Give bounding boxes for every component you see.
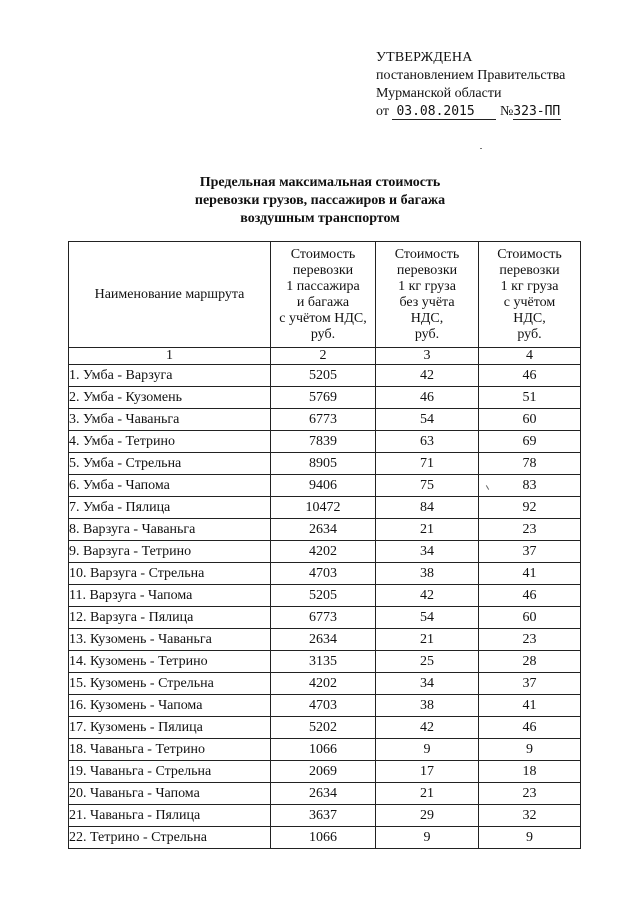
cargo-cost-with-vat-cell: 41 [479, 695, 581, 717]
cargo-cost-no-vat-cell: 9 [376, 739, 479, 761]
cargo-cost-no-vat-cell: 29 [376, 805, 479, 827]
cargo-cost-no-vat-cell: 46 [376, 387, 479, 409]
passenger-cost-cell: 5205 [271, 585, 376, 607]
table-row [69, 497, 581, 519]
header-line: руб. [414, 326, 440, 342]
route-name-cell: 19. Чаваньга - Стрельна [69, 761, 271, 783]
header-line: 1 кг груза [500, 278, 559, 294]
table-row [69, 717, 581, 739]
route-name-cell: 2. Умба - Кузомень [69, 387, 271, 409]
cargo-cost-with-vat-cell: 46 [479, 365, 581, 387]
cargo-cost-no-vat-cell: 21 [376, 519, 479, 541]
header-line: Стоимость [290, 246, 356, 262]
header-line: с учётом [503, 294, 556, 310]
cargo-cost-no-vat-cell: 71 [376, 453, 479, 475]
table-row [69, 827, 581, 849]
cargo-cost-no-vat-cell: 17 [376, 761, 479, 783]
passenger-cost-cell: 9406 [271, 475, 376, 497]
route-name-cell: 6. Умба - Чапома [69, 475, 271, 497]
cargo-cost-with-vat-cell: 18 [479, 761, 581, 783]
route-name-cell: 18. Чаваньга - Тетрино [69, 739, 271, 761]
route-name-cell: 10. Варзуга - Стрельна [69, 563, 271, 585]
passenger-cost-cell: 10472 [271, 497, 376, 519]
table-row [69, 607, 581, 629]
approval-date-line [376, 103, 565, 121]
passenger-cost-cell: 2069 [271, 761, 376, 783]
table-row [69, 519, 581, 541]
passenger-cost-cell: 1066 [271, 739, 376, 761]
route-name-cell: 20. Чаваньга - Чапома [69, 783, 271, 805]
route-name-cell: 7. Умба - Пялица [69, 497, 271, 519]
number-prefix: № [499, 104, 514, 119]
passenger-cost-cell: 4202 [271, 673, 376, 695]
table-row [69, 805, 581, 827]
cargo-cost-with-vat-cell: 37 [479, 673, 581, 695]
cargo-cost-with-vat-cell: 51 [479, 387, 581, 409]
header-line: НДС, [410, 310, 444, 326]
cargo-cost-no-vat-cell: 21 [376, 783, 479, 805]
cargo-cost-with-vat-cell: 23 [479, 519, 581, 541]
route-name-cell: 14. Кузомень - Тетрино [69, 651, 271, 673]
cargo-cost-no-vat-cell: 42 [376, 365, 479, 387]
table-row [69, 629, 581, 651]
passenger-cost-cell: 2634 [271, 519, 376, 541]
cargo-cost-no-vat-cell: 84 [376, 497, 479, 519]
cargo-cost-with-vat-cell: 23 [479, 783, 581, 805]
header-line: НДС, [513, 310, 546, 326]
column-number: 2 [271, 348, 376, 365]
cargo-cost-with-vat-cell: 69 [479, 431, 581, 453]
passenger-cost-cell: 2634 [271, 629, 376, 651]
approval-line-2: постановлением Правительства [376, 68, 566, 83]
document-title-line-1: Предельная максимальная стоимость [199, 175, 441, 190]
passenger-cost-cell: 5205 [271, 365, 376, 387]
number-value: 323-ПП [513, 104, 561, 119]
cargo-cost-with-vat-cell: 83 [479, 475, 581, 497]
cargo-cost-no-vat-cell: 75 [376, 475, 479, 497]
route-name-cell: 22. Тетрино - Стрельна [69, 827, 271, 849]
cargo-cost-no-vat-cell: 9 [376, 827, 479, 849]
header-cargo-cost-with-vat [479, 242, 581, 348]
cargo-cost-no-vat-cell: 38 [376, 695, 479, 717]
cargo-cost-no-vat-cell: 38 [376, 563, 479, 585]
cargo-cost-no-vat-cell: 54 [376, 409, 479, 431]
header-line: 1 кг груза [398, 278, 456, 294]
table-row [69, 431, 581, 453]
cargo-cost-with-vat-cell: 41 [479, 563, 581, 585]
table-row [69, 541, 581, 563]
route-name-cell: 21. Чаваньга - Пялица [69, 805, 271, 827]
cargo-cost-with-vat-cell: 92 [479, 497, 581, 519]
cargo-cost-with-vat-cell: 28 [479, 651, 581, 673]
passenger-cost-cell: 1066 [271, 827, 376, 849]
cargo-cost-no-vat-cell: 34 [376, 541, 479, 563]
table-row [69, 761, 581, 783]
table-row [69, 453, 581, 475]
table-row [69, 695, 581, 717]
cargo-cost-no-vat-cell: 42 [376, 585, 479, 607]
cargo-cost-no-vat-cell: 25 [376, 651, 479, 673]
cargo-cost-with-vat-cell: 9 [479, 827, 581, 849]
route-name-cell: 11. Варзуга - Чапома [69, 585, 271, 607]
passenger-cost-cell: 5202 [271, 717, 376, 739]
cargo-cost-no-vat-cell: 21 [376, 629, 479, 651]
route-name-cell: 1. Умба - Варзуга [69, 365, 271, 387]
cargo-cost-with-vat-cell: 23 [479, 629, 581, 651]
passenger-cost-cell: 6773 [271, 607, 376, 629]
route-name-cell: 15. Кузомень - Стрельна [69, 673, 271, 695]
route-name-cell: 13. Кузомень - Чаваньга [69, 629, 271, 651]
price-table [68, 241, 581, 849]
document-title-line-3: воздушным транспортом [240, 211, 400, 226]
header-line: Стоимость [394, 246, 460, 262]
table-row [69, 585, 581, 607]
cargo-cost-with-vat-cell: 60 [479, 409, 581, 431]
passenger-cost-cell: 3135 [271, 651, 376, 673]
table-row [69, 563, 581, 585]
route-name-cell: 3. Умба - Чаваньга [69, 409, 271, 431]
table-row [69, 651, 581, 673]
passenger-cost-cell: 5769 [271, 387, 376, 409]
passenger-cost-cell: 2634 [271, 783, 376, 805]
cargo-cost-no-vat-cell: 54 [376, 607, 479, 629]
table-row [69, 365, 581, 387]
cargo-cost-with-vat-cell: 60 [479, 607, 581, 629]
header-cargo-cost-no-vat [376, 242, 479, 348]
approval-title: УТВЕРЖДЕНА [376, 50, 473, 65]
header-line: перевозки [292, 262, 354, 278]
date-prefix: от [376, 104, 389, 119]
route-name-cell: 16. Кузомень - Чапома [69, 695, 271, 717]
route-name-cell: 4. Умба - Тетрино [69, 431, 271, 453]
cargo-cost-no-vat-cell: 42 [376, 717, 479, 739]
column-number: 3 [376, 348, 479, 365]
cargo-cost-no-vat-cell: 34 [376, 673, 479, 695]
header-line: руб. [517, 326, 542, 342]
table-row [69, 387, 581, 409]
route-name-cell: 9. Варзуга - Тетрино [69, 541, 271, 563]
passenger-cost-cell: 4202 [271, 541, 376, 563]
passenger-cost-cell: 4703 [271, 563, 376, 585]
route-name-cell: 17. Кузомень - Пялица [69, 717, 271, 739]
header-line: перевозки [499, 262, 560, 278]
approval-line-3: Мурманской области [376, 86, 502, 101]
passenger-cost-cell: 3637 [271, 805, 376, 827]
passenger-cost-cell: 6773 [271, 409, 376, 431]
header-line: Стоимость [497, 246, 562, 262]
header-passenger-cost [271, 242, 376, 348]
passenger-cost-cell: 7839 [271, 431, 376, 453]
passenger-cost-cell: 8905 [271, 453, 376, 475]
column-number: 1 [69, 348, 271, 365]
cargo-cost-no-vat-cell: 63 [376, 431, 479, 453]
column-number-row [69, 348, 581, 365]
header-route-name: Наименование маршрута [69, 242, 271, 348]
document-title [0, 174, 640, 228]
header-line: перевозки [396, 262, 458, 278]
column-number: 4 [479, 348, 581, 365]
scan-dot [480, 148, 482, 149]
passenger-cost-cell: 4703 [271, 695, 376, 717]
cargo-cost-with-vat-cell: 78 [479, 453, 581, 475]
header-line: 1 пассажира [286, 278, 360, 294]
cargo-cost-with-vat-cell: 37 [479, 541, 581, 563]
table-body [69, 365, 581, 849]
approval-block [376, 49, 565, 121]
date-value: 03.08.2015 [392, 105, 496, 120]
table-row [69, 783, 581, 805]
route-name-cell: 8. Варзуга - Чаваньга [69, 519, 271, 541]
table-row [69, 475, 581, 497]
table-header-row [69, 242, 581, 348]
document-title-line-2: перевозки грузов, пассажиров и багажа [194, 193, 446, 208]
table-row [69, 409, 581, 431]
route-name-cell: 5. Умба - Стрельна [69, 453, 271, 475]
header-line: руб. [310, 326, 336, 342]
cargo-cost-with-vat-cell: 46 [479, 585, 581, 607]
header-line: с учётом НДС, [279, 310, 367, 326]
header-line: без учёта [399, 294, 455, 310]
header-line: и багажа [296, 294, 350, 310]
table-row [69, 739, 581, 761]
table-row [69, 673, 581, 695]
cargo-cost-with-vat-cell: 32 [479, 805, 581, 827]
cargo-cost-with-vat-cell: 46 [479, 717, 581, 739]
route-name-cell: 12. Варзуга - Пялица [69, 607, 271, 629]
cargo-cost-with-vat-cell: 9 [479, 739, 581, 761]
